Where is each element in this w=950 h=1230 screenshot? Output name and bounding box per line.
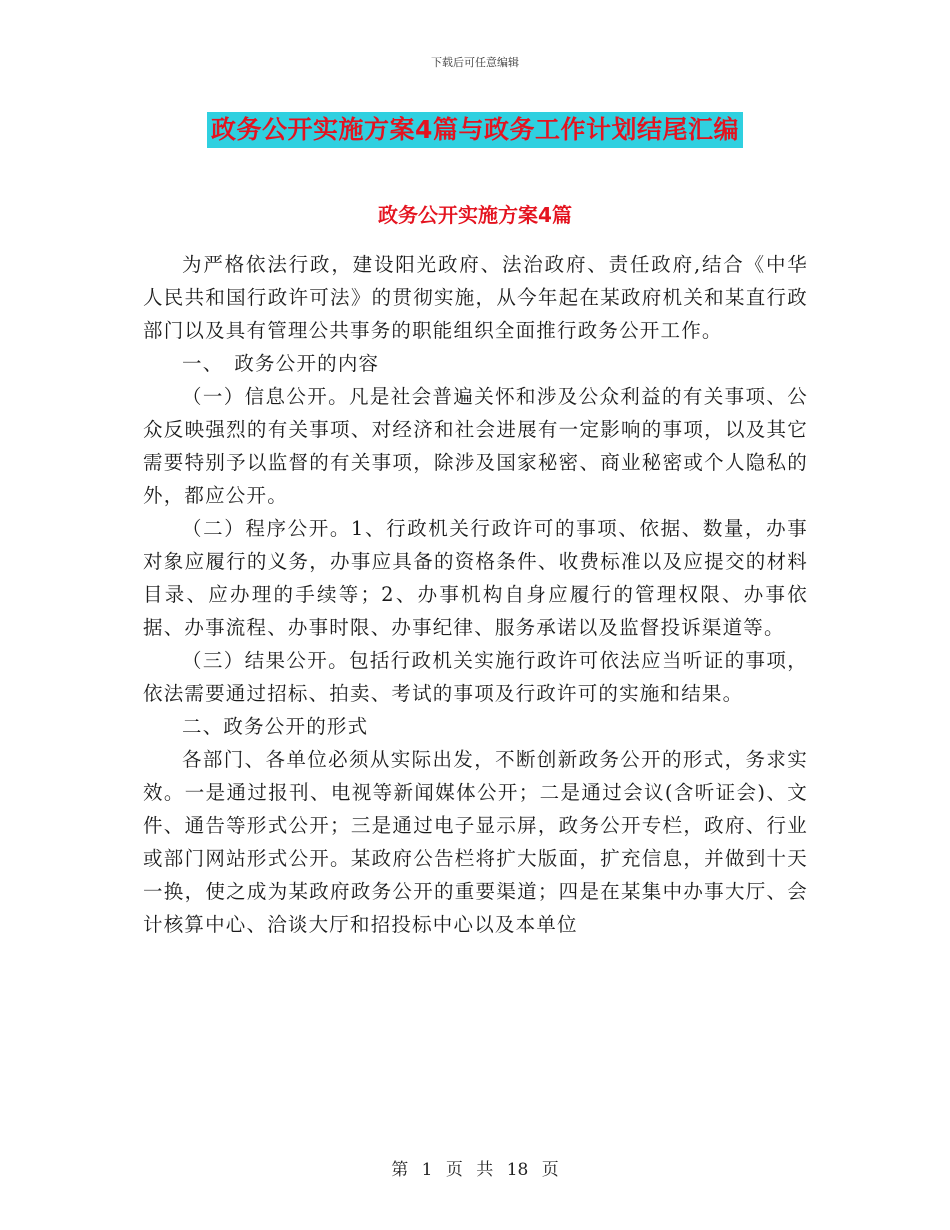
page-footer: 第 1 页 共 18 页 <box>391 1160 559 1180</box>
paragraph: 为严格依法行政，建设阳光政府、法治政府、责任政府,结合《中华人民共和国行政许可法》的贯彻实施，从今年起在某政府机关和某直行政部门以及具有管理公共事务的职能组织全面推行政务公开工作。 <box>143 253 808 342</box>
document-title-wrap <box>0 112 950 148</box>
heading-forms: 二、政务公开的形式 <box>182 715 369 738</box>
heading-content: 一、 政务公开的内容 <box>182 352 380 375</box>
paragraph: （一）信息公开。凡是社会普遍关怀和涉及公众利益的有关事项、公众反映强烈的有关事项、对经济和社会进展有一定影响的事项，以及其它需要特别予以监督的有关事项，除涉及国家秘密、商业秘密或个人隐私的外，都应公开。 <box>143 385 808 507</box>
section-title: 政务公开实施方案4篇 <box>378 203 572 227</box>
paragraph: 各部门、各单位必须从实际出发，不断创新政务公开的形式，务求实效。一是通过报刊、电视等新闻媒体公开；二是通过会议(含听证会)、文件、通告等形式公开；三是通过电子显示屏，政务公开专栏，政府、行业或部门网站形式公开。某政府公告栏将扩大版面，扩充信息，并做到十天一换，使之成为某政府政务公开的重要渠道；四是在某集中办事大厅、会计核算中心、洽谈大厅和招投标中心以及本单位 <box>143 748 808 936</box>
paragraph: （二）程序公开。1、行政机关行政许可的事项、依据、数量，办事对象应履行的义务，办事应具备的资格条件、收费标准以及应提交的材料目录、应办理的手续等；2、办事机构自身应履行的管理权限、办事依据、办事流程、办事时限、办事纪律、服务承诺以及监督投诉渠道等。 <box>143 517 808 639</box>
body-text <box>143 248 808 941</box>
document-title: 政务公开实施方案4篇与政务工作计划结尾汇编 <box>207 112 743 148</box>
paragraph: （三）结果公开。包括行政机关实施行政许可依法应当听证的事项，依法需要通过招标、拍卖、考试的事项及行政许可的实施和结果。 <box>143 649 808 705</box>
page-header: 下载后可任意编辑 <box>431 56 519 69</box>
